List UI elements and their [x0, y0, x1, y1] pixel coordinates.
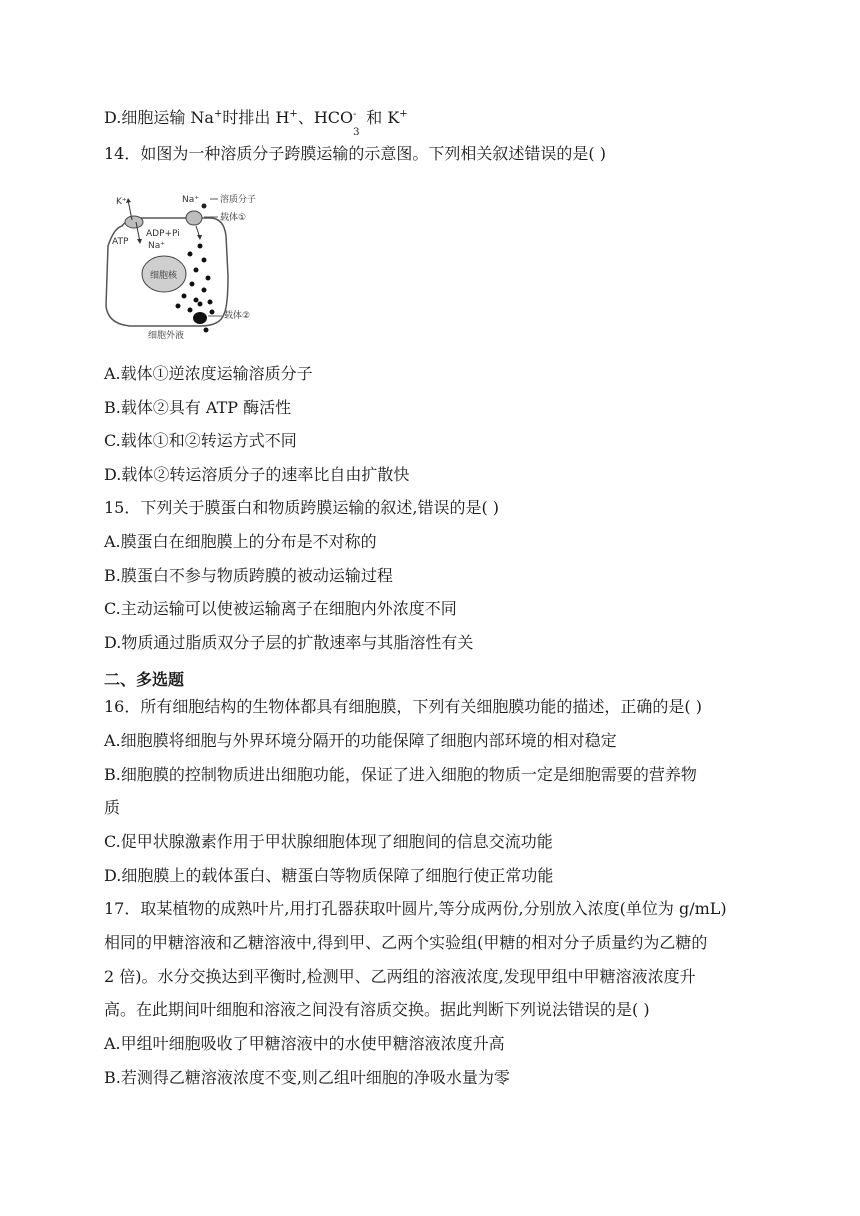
q16-option-c: C.促甲状腺激素作用于甲状腺细胞体现了细胞间的信息交流功能 [104, 832, 553, 851]
q16-option-a: A.细胞膜将细胞与外界环境分隔开的功能保障了细胞内部环境的相对稳定 [104, 731, 617, 750]
cell-membrane-transport-diagram [100, 186, 290, 342]
q16-option-b-cont: 质 [104, 798, 121, 817]
q14-option-c: C.载体①和②转运方式不同 [104, 431, 297, 450]
q15-option-c: C.主动运输可以使被运输离子在细胞内外浓度不同 [104, 599, 457, 618]
q15-option-d: D.物质通过脂质双分子层的扩散速率与其脂溶性有关 [104, 633, 474, 652]
adp-label: ADP+Pi [146, 229, 180, 239]
q13-d-prefix: D.细胞运输 Na [104, 108, 214, 127]
na-inner-label: Na⁺ [148, 241, 165, 251]
q17-stem-line-1: 17．取某植物的成熟叶片,用打孔器获取叶圆片,等分成两份,分别放入浓度(单位为 g/mL) [104, 899, 727, 918]
carrier2-shape [193, 312, 207, 324]
q16-option-d: D.细胞膜上的载体蛋白、糖蛋白等物质保障了细胞行使正常功能 [104, 866, 554, 885]
k-label: K⁺ [116, 197, 127, 207]
q13-option-d: D.细胞运输 Na+时排出 H+、HCO - 3 和 K+ [104, 108, 408, 138]
section-heading-multiple-choice: 二、多选题 [104, 670, 185, 689]
q13-d-mid3: 和 K [361, 108, 400, 127]
q14-option-a: A.载体①逆浓度运输溶质分子 [104, 364, 313, 383]
carrier1-shape [186, 211, 202, 225]
q13-d-sup1: + [213, 108, 223, 120]
q17-stem-line-2: 相同的甲糖溶液和乙糖溶液中,得到甲、乙两个实验组(甲糖的相对分子质量约为乙糖的 [104, 933, 708, 952]
carrier2-label: 载体② [224, 311, 251, 321]
q14-stem: 14．如图为一种溶质分子跨膜运输的示意图。下列相关叙述错误的是( ) [104, 144, 606, 163]
q15-stem: 15．下列关于膜蛋白和物质跨膜运输的叙述,错误的是( ) [104, 498, 500, 517]
q13-d-sup2: + [289, 108, 298, 120]
q17-option-a: A.甲组叶细胞吸收了甲糖溶液中的水使甲糖溶液浓度升高 [104, 1034, 505, 1053]
q13-d-mid1: 时排出 H [222, 108, 290, 127]
q14-option-d: D.载体②转运溶质分子的速率比自由扩散快 [104, 465, 410, 484]
q15-option-a: A.膜蛋白在细胞膜上的分布是不对称的 [104, 532, 377, 551]
q17-option-b: B.若测得乙糖溶液浓度不变,则乙组叶细胞的净吸水量为零 [104, 1068, 510, 1087]
q17-stem-line-3: 2 倍)。水分交换达到平衡时,检测甲、乙两组的溶液浓度,发现甲组中甲糖溶液浓度升 [104, 967, 696, 986]
na-k-pump-shape [125, 216, 143, 228]
q17-stem-line-4: 高。在此期间叶细胞和溶液之间没有溶质交换。据此判断下列说法错误的是( ) [104, 1000, 650, 1019]
nucleus-label: 细胞核 [150, 271, 178, 281]
q15-option-b: B.膜蛋白不参与物质跨膜的被动运输过程 [104, 566, 393, 585]
atp-label: ATP [112, 237, 129, 247]
q16-stem: 16．所有细胞结构的生物体都具有细胞膜，下列有关细胞膜功能的描述，正确的是( ) [104, 697, 702, 716]
extracellular-label: 细胞外液 [148, 331, 185, 341]
carrier1-label: 载体① [220, 213, 247, 223]
solute-label: 溶质分子 [220, 195, 257, 205]
q16-option-b: B.细胞膜的控制物质进出细胞功能，保证了进入细胞的物质一定是细胞需要的营养物 [104, 765, 697, 784]
q14-option-b: B.载体②具有 ATP 酶活性 [104, 398, 292, 417]
q13-d-sup4: + [399, 108, 408, 120]
q13-d-mid2: 、HCO [297, 108, 354, 127]
na-top-label: Na⁺ [182, 195, 199, 205]
